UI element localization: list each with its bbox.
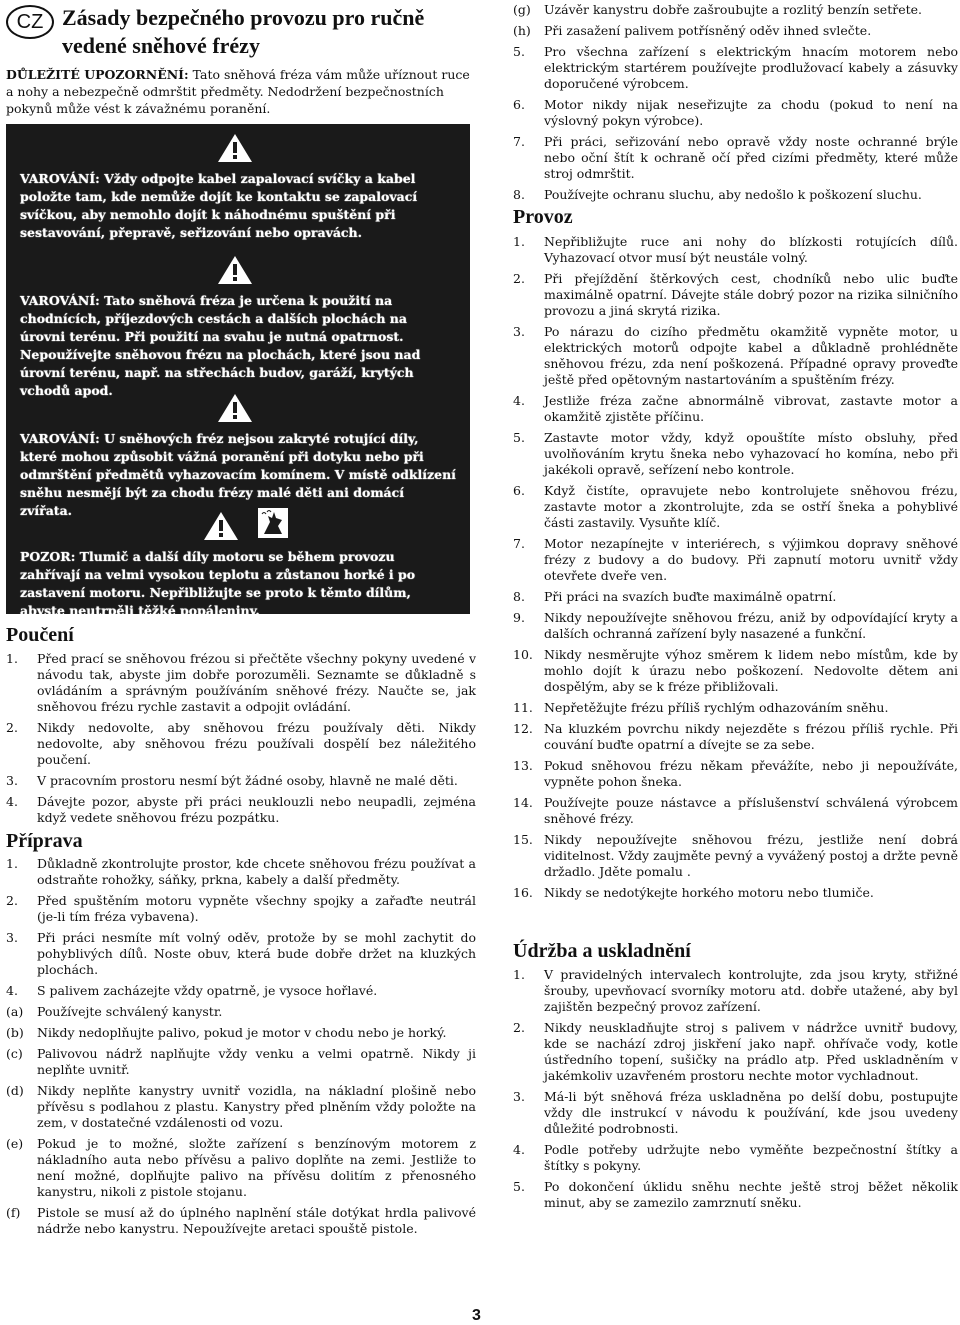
list-item: [513, 324, 958, 388]
list-item-number: 16.: [513, 885, 533, 900]
list-item-text: Pokud je to možné, složte zařízení s benzínovým motorem z nákladního auta nebo přívěsu a palivo doplňte na zemi. Jestliže to není možné, doplňujte palivo na přívěsu dolitím z přenosného kanystru, nikoli z pistole stojanu.: [37, 1136, 476, 1199]
list-item-text: Palivovou nádrž naplňujte vždy venku a velmi opatrně. Nikdy ji neplňte uvnitř.: [37, 1046, 476, 1077]
list-item-number: 14.: [513, 795, 533, 810]
page-title: Zásady bezpečného provozu pro ručně vedené sněhové frézy: [62, 5, 425, 58]
list-item-number: 6.: [513, 483, 525, 498]
list-item-number: 5.: [513, 430, 525, 445]
list-item-text: Před spuštěním motoru vypněte všechny spojky a zařaďte neutrál (je-li tím fréza vybavena).: [37, 893, 476, 924]
list-item-text: Na kluzkém povrchu nikdy nejezděte s frézou příliš rychle. Při couvání buďte opatrní a dívejte se za sebe.: [544, 721, 958, 752]
list-item-text: Nikdy nesměrujte výhoz směrem k lidem nebo místům, kde by mohlo dojít k úrazu nebo poškození. Nedovolte dětem ani dospělým, aby se k fréze přibližovali.: [544, 647, 958, 694]
provoz-list: [513, 234, 958, 906]
list-item: [6, 1046, 476, 1078]
intro-label: DŮLEŽITÉ UPOZORNĚNÍ:: [6, 67, 189, 82]
caution-text: POZOR: Tlumič a další díly motoru se během provozu zahřívají na velmi vysokou teplotu a zůstanou horké i po zastavení motoru. Nepřibližujte se proto k těmto dílům, abyste neutrpěli těžké popáleniny.: [20, 549, 416, 618]
section-heading-priprava: Příprava: [6, 830, 83, 852]
priprava-list: [6, 856, 476, 1242]
list-item: [513, 536, 958, 584]
list-item-number: 4.: [6, 794, 18, 809]
list-item-text: Nikdy nepoužívejte sněhovou frézu, jestliže není dobrá viditelnost. Vždy zaujměte pevný a vyvážený postoj a držte pevně držadlo. Jděte pomalu .: [544, 832, 959, 879]
warning-triangle-icon: [216, 392, 254, 422]
list-item-text: Důkladně zkontrolujte prostor, kde chcete sněhovou frézu používat a odstraňte rohožky, sáňky, prkna, kabely a další předměty.: [37, 856, 476, 887]
list-item-number: 3.: [513, 1089, 525, 1104]
list-item-number: 4.: [6, 983, 18, 998]
list-item-number: 1.: [513, 967, 525, 982]
list-item-number: 15.: [513, 832, 533, 847]
list-item-number: (g): [513, 2, 531, 17]
list-item-number: 8.: [513, 187, 525, 202]
intro-text: Tato sněhová fréza vám může uříznout ruce a nohy a nebezpečně odmrštit předměty. Nedodržení bezpečnostních pokynů může vést k závažnému poranění.: [6, 67, 470, 116]
list-item-text: Má-li být sněhová fréza uskladněna po delší dobu, postupujte vždy dle instrukcí v návodu k používání, kde jsou uvedeny důležité podrobnosti.: [544, 1089, 958, 1136]
list-item-number: 2.: [513, 1020, 525, 1035]
list-item-number: 5.: [513, 44, 525, 59]
list-item: [513, 1089, 958, 1137]
list-item-number: 8.: [513, 589, 525, 604]
list-item: [6, 856, 476, 888]
list-item: [513, 589, 958, 605]
hot-surface-hand-icon: [258, 508, 288, 538]
list-item: [6, 1136, 476, 1200]
list-item-text: V pravidelných intervalech kontrolujte, zda jsou kryty, střižné šrouby, upevňovací svorníky motoru atd. dobře utažené, aby byl zajištěn bezpečný provoz zařízení.: [544, 967, 958, 1014]
udrzba-list: [513, 967, 958, 1216]
list-item-text: S palivem zacházejte vždy opatrně, je vysoce hořlavé.: [37, 983, 378, 998]
list-item: [6, 930, 476, 978]
list-item-number: 13.: [513, 758, 533, 773]
list-item: [513, 1179, 958, 1211]
list-item-text: Používejte ochranu sluchu, aby nedošlo k poškození sluchu.: [544, 187, 922, 202]
list-item: [513, 758, 958, 790]
list-item-number: 1.: [6, 856, 18, 871]
language-code: CZ: [16, 10, 44, 33]
list-item-number: 3.: [6, 930, 18, 945]
list-item-text: V pracovním prostoru nesmí být žádné osoby, hlavně ne malé děti.: [37, 773, 458, 788]
list-item-text: Nikdy nedovolte, aby sněhovou frézu používaly děti. Nikdy nedovolte, aby sněhovou frézu používali dospělí bez náležitého poučení.: [37, 720, 476, 767]
list-item: [513, 647, 958, 695]
section-heading-provoz: Provoz: [513, 206, 573, 228]
list-item: [6, 1025, 476, 1041]
list-item-number: 3.: [513, 324, 525, 339]
list-item-text: Motor nezapínejte v interiérech, s výjimkou dopravy sněhové frézy z budovy a do budovy. Při zapnutí motoru uvnitř vždy otevřete dveře ven.: [544, 536, 958, 583]
list-item-number: 11.: [513, 700, 533, 715]
warning-box: [6, 124, 470, 618]
list-item-text: Podle potřeby udržujte nebo vyměňte bezpečnostní štítky a štítky s pokyny.: [544, 1142, 958, 1173]
list-item-number: 3.: [6, 773, 18, 788]
list-item: [6, 1205, 476, 1237]
list-item-text: Pro všechna zařízení s elektrickým hnacím motorem nebo elektrickým startérem používejte prodlužovací kabely a zásuvky doporučené výrobcem.: [544, 44, 958, 91]
list-item-number: 2.: [6, 893, 18, 908]
list-item: [513, 885, 958, 901]
list-item-text: Pistole se musí až do úplného naplnění stále dotýkat hrdla palivové nádrže nebo kanystru. Nepoužívejte aretaci spouště pistole.: [37, 1205, 476, 1236]
list-item-text: Nikdy neplňte kanystry uvnitř vozidla, na nákladní plošině nebo přívěsu s podlahou z plastu. Kanystry před plněním vždy položte na zem, v dostatečné vzdálenosti od vozu.: [37, 1083, 476, 1130]
warning-text-3: VAROVÁNÍ: U sněhových fréz nejsou zakryté rotující díly, které mohou způsobit vážná poranění při dotyku nebo při odmrštění předmětů vyhazovacím komínem. V místě odklízení sněhu nesmějí být za chodu frézy malé děti ani domácí zvířata.: [20, 431, 456, 518]
list-item: [513, 1020, 958, 1084]
list-item: [513, 610, 958, 642]
list-item-text: Po nárazu do cizího předmětu okamžitě vypněte motor, u elektrických motorů odpojte kabel a důkladně prohlédněte sněhovou frézu, zda není poškozená. Případné opravy proveďte ještě před opětovným nastartováním a spuštěním frézy.: [544, 324, 958, 387]
list-item-text: Nikdy nedoplňujte palivo, pokud je motor v chodu nebo je horký.: [37, 1025, 447, 1040]
list-item-number: 7.: [513, 134, 525, 149]
list-item: [6, 773, 476, 789]
list-item-number: 1.: [513, 234, 525, 249]
list-item-text: Po dokončení úklidu sněhu nechte ještě stroj běžet několik minut, aby se zamezilo zamrznutí sněku.: [544, 1179, 958, 1210]
list-item: [513, 23, 958, 39]
list-item-number: 5.: [513, 1179, 525, 1194]
list-item-text: Nikdy neuskladňujte stroj s palivem v nádržce uvnitř budovy, kde se nachází zdroj jiskření jako např. ohřívače vody, kotle ústředního topení, sušičky na prádlo atp. Před uskladněním v jakémkoliv uzavřeném prostoru nechte motor vychladnout.: [544, 1020, 958, 1083]
list-item: [513, 97, 958, 129]
list-item: [513, 234, 958, 266]
list-item: [513, 44, 958, 92]
list-item-text: Při práci nesmíte mít volný oděv, protože by se mohl zachytit do pohyblivých dílů. Noste obuv, která bude dobře držet na kluzkých plochách.: [37, 930, 476, 977]
list-item: [6, 1004, 476, 1020]
section-heading-pouceni: Poučení: [6, 624, 74, 646]
list-item-text: Používejte pouze nástavce a příslušenství schválená výrobcem sněhové frézy.: [544, 795, 958, 826]
list-item-text: Při zasažení palivem potřísněný oděv ihned svlečte.: [544, 23, 872, 38]
list-item-number: (h): [513, 23, 531, 38]
list-item: [513, 721, 958, 753]
warning-triangle-icon: [216, 254, 254, 284]
list-item-number: 7.: [513, 536, 525, 551]
warning-triangle-icon: [202, 510, 240, 540]
list-item-number: (f): [6, 1205, 21, 1220]
list-item-number: (c): [6, 1046, 23, 1061]
list-item-text: Jestliže fréza začne abnormálně vibrovat, zastavte motor a okamžitě zjistěte příčinu.: [544, 393, 958, 424]
list-item-number: (a): [6, 1004, 24, 1019]
list-item-text: Když čistíte, opravujete nebo kontrolujete sněhovou frézu, zastavte motor a zkontrolujte, zda se ostří šneka a pohyblivé části zastavily. Vysuňte klíč.: [544, 483, 958, 530]
list-item-number: (b): [6, 1025, 24, 1040]
list-item-text: Při přejíždění štěrkových cest, chodníků nebo ulic buďte maximálně opatrní. Dávejte stále dobrý pozor na rizika silničního provozu a jiná skrytá rizika.: [544, 271, 958, 318]
list-item-number: 4.: [513, 393, 525, 408]
list-item: [513, 187, 958, 203]
list-item: [6, 720, 476, 768]
list-item-number: 2.: [6, 720, 18, 735]
list-item-number: 4.: [513, 1142, 525, 1157]
list-item: [513, 2, 958, 18]
list-item: [513, 1142, 958, 1174]
list-item: [513, 134, 958, 182]
list-item: [6, 1083, 476, 1131]
list-item: [6, 983, 476, 999]
list-item-text: Uzávěr kanystru dobře zašroubujte a rozlitý benzín setřete.: [544, 2, 922, 17]
list-item: [513, 393, 958, 425]
list-item-number: 12.: [513, 721, 533, 736]
list-item-number: 1.: [6, 651, 18, 666]
list-item-text: Používejte schválený kanystr.: [37, 1004, 223, 1019]
list-item: [513, 430, 958, 478]
list-item: [513, 967, 958, 1015]
list-item: [6, 651, 476, 715]
list-item: [513, 832, 958, 880]
list-item-text: Pokud sněhovou frézu někam převážíte, nebo ji nepoužíváte, vypněte pohon šneka.: [544, 758, 958, 789]
list-item-number: (e): [6, 1136, 24, 1151]
list-item: [513, 795, 958, 827]
list-item-text: Nepřetěžujte frézu příliš rychlým odhazováním sněhu.: [544, 700, 889, 715]
list-item: [6, 794, 476, 826]
list-item-text: Zastavte motor vždy, když opouštíte místo obsluhy, před uvolňováním krytu šneka nebo vyhazovací ho komína, nebo při jakékoli opravě, seřízení nebo kontrole.: [544, 430, 958, 477]
list-item-text: Motor nikdy nijak neseřizujte za chodu (pokud to není na výslovný pokyn výrobce).: [544, 97, 958, 128]
pouceni-list: [6, 651, 476, 831]
list-item-text: Dávejte pozor, abyste při práci neuklouzli nebo neupadli, zejména když vedete sněhovou frézu pozpátku.: [37, 794, 476, 825]
list-item-number: 9.: [513, 610, 525, 625]
page-number: 3: [472, 1307, 481, 1324]
list-item-number: (d): [6, 1083, 24, 1098]
list-item: [513, 271, 958, 319]
list-item-number: 2.: [513, 271, 525, 286]
list-item-text: Nepřibližujte ruce ani nohy do blízkosti rotujících dílů. Vyhazovací otvor musí být neustále volný.: [544, 234, 958, 265]
priprava-continued-list: [513, 2, 958, 208]
warning-triangle-icon: [216, 132, 254, 162]
intro-notice: [6, 66, 476, 117]
list-item-text: Při práci na svazích buďte maximálně opatrní.: [544, 589, 837, 604]
section-heading-udrzba: Údržba a uskladnění: [513, 940, 691, 962]
warning-text-1: VAROVÁNÍ: Vždy odpojte kabel zapalovací svíčky a kabel položte tam, kde nemůže dojít ke kontaktu se zapalovací svíčkou, aby nemohlo dojít k náhodnému spuštění při sestavování, přepravě, seřizování nebo opravách.: [20, 171, 418, 240]
list-item-number: 10.: [513, 647, 533, 662]
language-badge: [6, 5, 54, 39]
list-item-text: Při práci, seřizování nebo opravě vždy noste ochranné brýle nebo oční štít k ochraně očí před cizími předměty, které může stroj odmrštit.: [544, 134, 958, 181]
list-item-text: Před prací se sněhovou frézou si přečtěte všechny pokyny uvedené v návodu tak, abyste jim dobře porozuměli. Seznamte se důkladně s ovládáním a správným používáním sněhové frézy. Naučte se, jak sněhovou frézu rychle zastavit a odpojit ovládání.: [37, 651, 476, 714]
list-item-text: Nikdy se nedotýkejte horkého motoru nebo tlumiče.: [544, 885, 874, 900]
list-item: [513, 483, 958, 531]
list-item-number: 6.: [513, 97, 525, 112]
warning-text-2: VAROVÁNÍ: Tato sněhová fréza je určena k použití na chodnících, příjezdových cestách a dalších plochách na úrovni terénu. Při použití na svahu je nutná opatrnost. Nepoužívejte sněhovou frézu na plochách, které jsou nad úrovní terénu, např. na střechách budov, garáží, krytých vchodů apod.: [20, 293, 421, 398]
list-item: [513, 700, 958, 716]
list-item-text: Nikdy nepoužívejte sněhovou frézu, aniž by odpovídající kryty a dalších ochranná zařízení byly nasazené a funkční.: [544, 610, 958, 641]
list-item: [6, 893, 476, 925]
